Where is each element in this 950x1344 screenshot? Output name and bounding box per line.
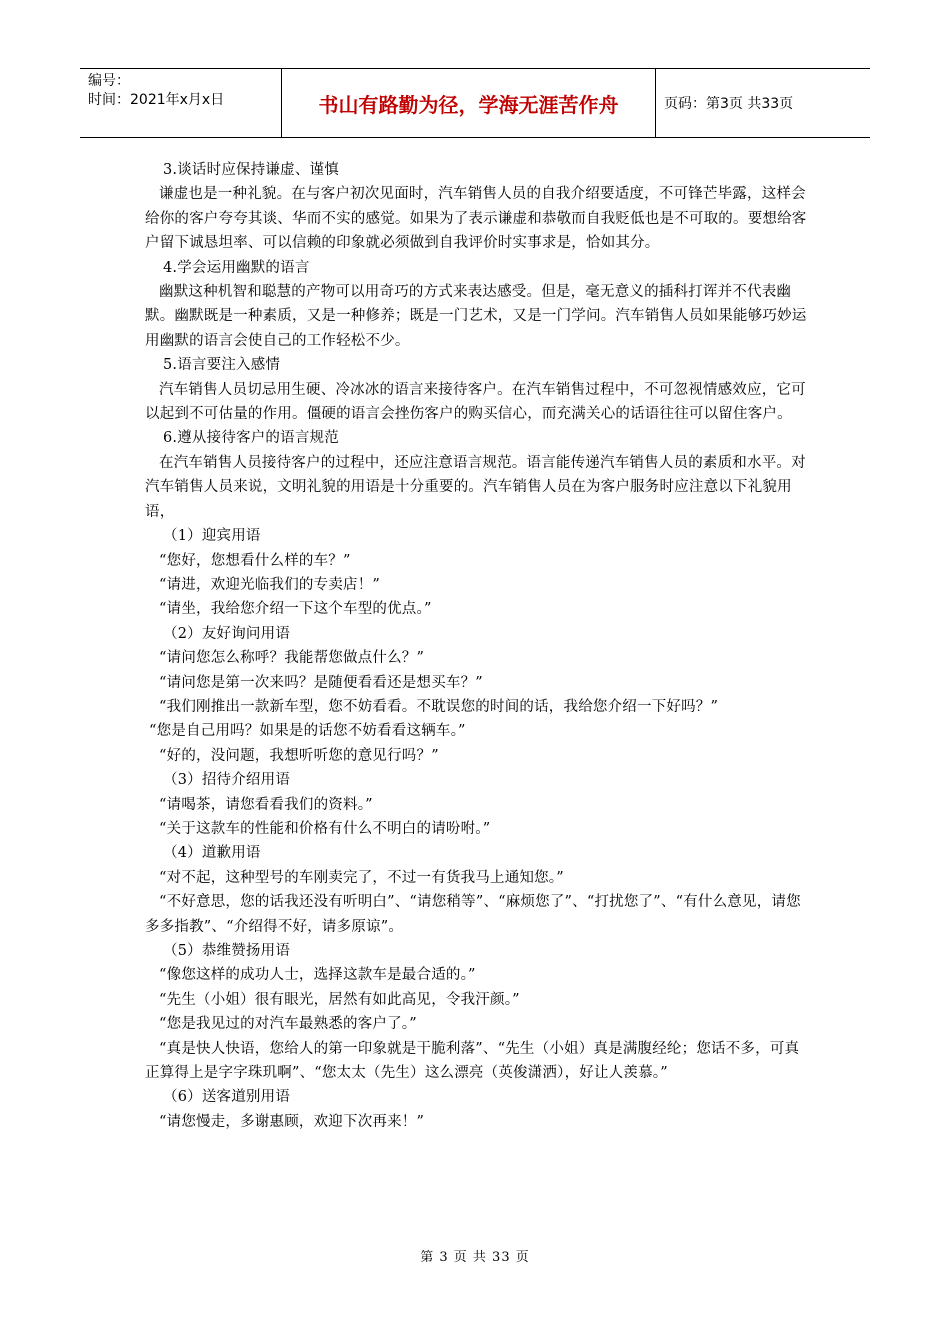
quote-line: “请问您怎么称呼？我能帮您做点什么？” bbox=[159, 650, 425, 667]
heading: 3.谈话时应保持谦虚、谨慎 bbox=[163, 162, 339, 178]
paragraph: 在汽车销售人员接待客户的过程中，还应注意语言规范。语言能传递汽车销售人员的素质和水平。对汽车销售人员来说，文明礼貌的用语是十分重要的。汽车销售人员在为客户服务时应注意以下礼貌用语， bbox=[145, 454, 806, 520]
heading: 4.学会运用幽默的语言 bbox=[163, 259, 310, 276]
heading: 6.遵从接待客户的语言规范 bbox=[163, 430, 339, 447]
subheading: （3）招待介绍用语 bbox=[163, 772, 291, 789]
header-motto: 书山有路勤为径，学海无涯苦作舟 bbox=[282, 69, 656, 137]
quote-line: “对不起，这种型号的车刚卖完了，不过一有货我马上通知您。” bbox=[159, 869, 564, 886]
subheading: （1）迎宾用语 bbox=[163, 528, 261, 545]
paragraph: 谦虚也是一种礼貌。在与客户初次见面时，汽车销售人员的自我介绍要适度，不可锋芒毕露，这样会给你的客户夸夸其谈、华而不实的感觉。如果为了表示谦虚和恭敬而自我贬低也是不可取的。要想给客户留下诚恳坦率、可以信赖的印象就必须做到自我评价时实事求是，恰如其分。 bbox=[145, 186, 807, 252]
subheading: （5）恭维赞扬用语 bbox=[163, 943, 291, 959]
subheading: （6）送客道别用语 bbox=[163, 1089, 291, 1106]
subheading: （4）道歉用语 bbox=[163, 845, 261, 862]
quote-line: “像您这样的成功人士，选择这款车是最合适的。” bbox=[159, 967, 476, 984]
quote-line: “关于这款车的性能和价格有什么不明白的请吩咐。” bbox=[159, 820, 491, 837]
page-footer: 第 3 页 共 33 页 bbox=[420, 1250, 530, 1265]
header-table bbox=[80, 68, 870, 138]
quote-line: “我们刚推出一款新车型，您不妨看看。不耽误您的时间的话，我给您介绍一下好吗？” bbox=[159, 698, 719, 715]
document-body bbox=[145, 158, 807, 1134]
quote-line: “先生（小姐）很有眼光，居然有如此高见，令我汗颜。” bbox=[159, 991, 520, 1008]
header-page-info: 页码：第3页 共33页 bbox=[664, 96, 794, 112]
quote-line: “好的，没问题，我想听听您的意见行吗？” bbox=[159, 747, 439, 764]
time-label: 时间：2021年x月x日 bbox=[88, 92, 225, 108]
quote-paragraph: “不好意思，您的话我还没有听明白”、“请您稍等”、“麻烦您了”、“打扰您了”、“有什么意见，请您多多指教”、“介绍得不好，请多原谅”。 bbox=[145, 894, 801, 935]
quote-line: “请问您是第一次来吗？是随便看看还是想买车？” bbox=[159, 674, 483, 691]
quote-line: “请进，欢迎光临我们的专卖店！” bbox=[159, 576, 381, 593]
header-meta bbox=[80, 69, 282, 137]
quote-line: “您是我见过的对汽车最熟悉的客户了。” bbox=[159, 1016, 417, 1033]
heading: 5.语言要注入感情 bbox=[163, 357, 281, 374]
number-label: 编号： bbox=[88, 73, 130, 89]
subheading: （2）友好询问用语 bbox=[163, 625, 291, 642]
quote-line: “您好，您想看什么样的车？” bbox=[159, 552, 351, 569]
quote-line: “请坐，我给您介绍一下这个车型的优点。” bbox=[159, 601, 432, 618]
quote-line: “您是自己用吗？如果是的话您不妨看看这辆车。” bbox=[149, 723, 466, 740]
quote-paragraph: “真是快人快语，您给人的第一印象就是干脆利落”、“先生（小姐）真是满腹经纶；您话不多，可真正算得上是字字珠玑啊”、“您太太（先生）这么漂亮（英俊潇洒），好让人羡慕。” bbox=[145, 1040, 800, 1082]
paragraph: 汽车销售人员切忌用生硬、冷冰冰的语言来接待客户。在汽车销售过程中，不可忽视情感效应，它可以起到不可估量的作用。僵硬的语言会挫伤客户的购买信心，而充满关心的话语往往可以留住客户。 bbox=[145, 381, 806, 423]
quote-line: “请您慢走，多谢惠顾，欢迎下次再来！” bbox=[159, 1113, 425, 1130]
paragraph: 幽默这种机智和聪慧的产物可以用奇巧的方式来表达感受。但是，毫无意义的插科打诨并不代表幽默。幽默既是一种素质，又是一种修养；既是一门艺术，又是一门学问。汽车销售人员如果能够巧妙运用幽默的语言会使自己的工作轻松不少。 bbox=[145, 284, 807, 349]
quote-line: “请喝茶，请您看看我们的资料。” bbox=[159, 796, 373, 813]
